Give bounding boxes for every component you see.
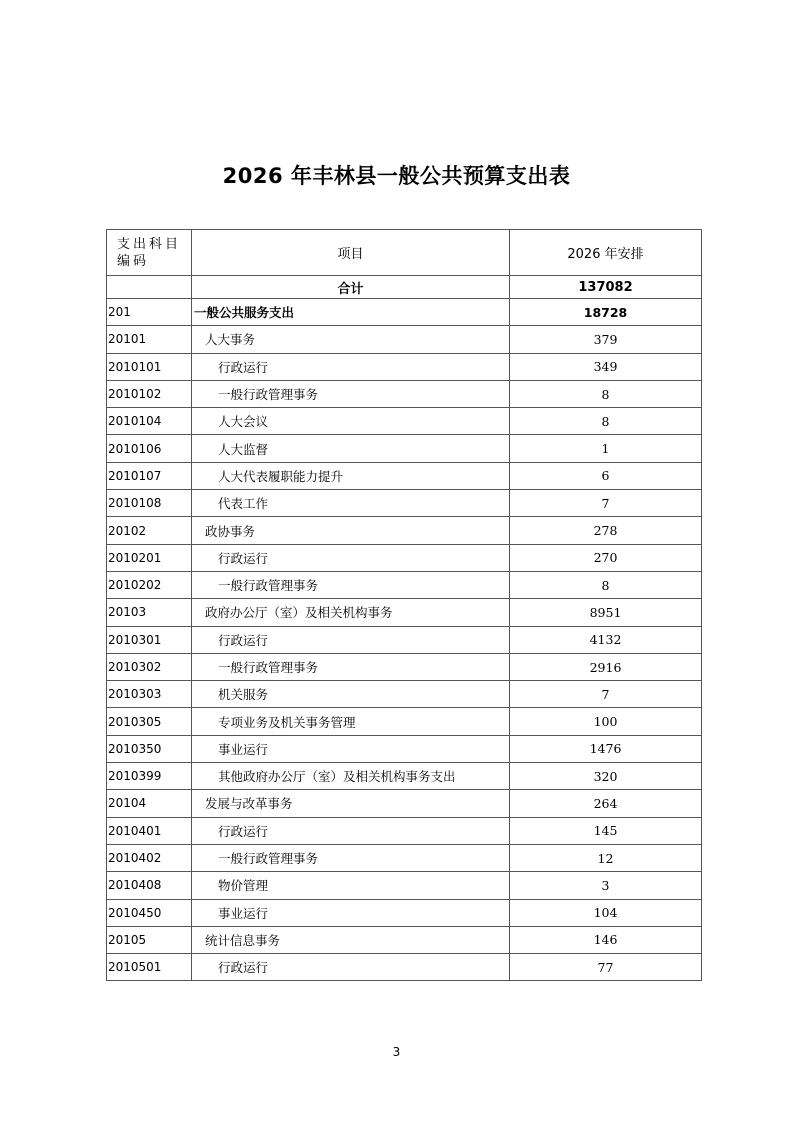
table-row — [107, 435, 702, 462]
row-amount: 1 — [510, 435, 702, 462]
row-amount: 12 — [510, 844, 702, 871]
row-code: 2010106 — [107, 435, 192, 462]
table-row — [107, 844, 702, 871]
row-name: 事业运行 — [192, 735, 510, 762]
row-code: 2010108 — [107, 490, 192, 517]
header-code-line1: 支出科目 — [117, 236, 182, 252]
table-row — [107, 899, 702, 926]
row-code: 2010305 — [107, 708, 192, 735]
table-row — [107, 817, 702, 844]
row-name: 行政运行 — [192, 626, 510, 653]
row-amount: 18728 — [510, 299, 702, 326]
row-amount: 320 — [510, 763, 702, 790]
table-row — [107, 326, 702, 353]
row-code: 2010201 — [107, 544, 192, 571]
row-name: 代表工作 — [192, 490, 510, 517]
row-name: 一般公共服务支出 — [192, 299, 510, 326]
row-amount: 2916 — [510, 653, 702, 680]
row-amount: 77 — [510, 954, 702, 981]
header-item: 项目 — [192, 230, 510, 276]
row-code: 2010501 — [107, 954, 192, 981]
row-name: 人大代表履职能力提升 — [192, 462, 510, 489]
row-code: 20104 — [107, 790, 192, 817]
row-code: 20101 — [107, 326, 192, 353]
row-code: 201 — [107, 299, 192, 326]
row-name: 一般行政管理事务 — [192, 653, 510, 680]
row-name: 政府办公厅（室）及相关机构事务 — [192, 599, 510, 626]
table-row — [107, 599, 702, 626]
table-header-row — [107, 230, 702, 276]
row-code: 2010104 — [107, 408, 192, 435]
table-row — [107, 872, 702, 899]
table-row — [107, 380, 702, 407]
row-name: 发展与改革事务 — [192, 790, 510, 817]
table-row — [107, 926, 702, 953]
row-amount: 8951 — [510, 599, 702, 626]
table-row — [107, 763, 702, 790]
budget-table-body — [107, 230, 702, 981]
row-amount: 7 — [510, 490, 702, 517]
row-name: 行政运行 — [192, 817, 510, 844]
row-code: 20105 — [107, 926, 192, 953]
row-name: 物价管理 — [192, 872, 510, 899]
row-amount: 6 — [510, 462, 702, 489]
table-row — [107, 653, 702, 680]
budget-table — [106, 229, 702, 981]
row-amount: 8 — [510, 571, 702, 598]
table-row — [107, 708, 702, 735]
table-row — [107, 299, 702, 326]
row-code: 2010399 — [107, 763, 192, 790]
row-code: 2010401 — [107, 817, 192, 844]
header-code-line2: 编码 — [117, 253, 150, 269]
row-amount: 1476 — [510, 735, 702, 762]
total-label: 合计 — [192, 276, 510, 299]
row-code: 20102 — [107, 517, 192, 544]
row-amount: 264 — [510, 790, 702, 817]
row-name: 一般行政管理事务 — [192, 571, 510, 598]
row-code: 2010202 — [107, 571, 192, 598]
row-code: 2010101 — [107, 353, 192, 380]
row-code: 2010303 — [107, 681, 192, 708]
row-amount: 145 — [510, 817, 702, 844]
row-amount: 100 — [510, 708, 702, 735]
row-code: 2010350 — [107, 735, 192, 762]
row-name: 行政运行 — [192, 353, 510, 380]
row-code: 2010402 — [107, 844, 192, 871]
row-name: 政协事务 — [192, 517, 510, 544]
table-row — [107, 626, 702, 653]
table-row — [107, 681, 702, 708]
row-code: 2010301 — [107, 626, 192, 653]
row-name: 人大事务 — [192, 326, 510, 353]
row-name: 其他政府办公厅（室）及相关机构事务支出 — [192, 763, 510, 790]
row-amount: 3 — [510, 872, 702, 899]
row-code: 2010107 — [107, 462, 192, 489]
table-row — [107, 462, 702, 489]
row-amount: 8 — [510, 408, 702, 435]
row-amount: 379 — [510, 326, 702, 353]
row-name: 机关服务 — [192, 681, 510, 708]
row-code: 2010408 — [107, 872, 192, 899]
row-amount: 146 — [510, 926, 702, 953]
row-name: 行政运行 — [192, 954, 510, 981]
row-name: 专项业务及机关事务管理 — [192, 708, 510, 735]
row-amount: 7 — [510, 681, 702, 708]
row-name: 人大会议 — [192, 408, 510, 435]
row-code: 20103 — [107, 599, 192, 626]
row-name: 一般行政管理事务 — [192, 380, 510, 407]
table-row — [107, 954, 702, 981]
table-row — [107, 490, 702, 517]
row-code: 2010450 — [107, 899, 192, 926]
table-row — [107, 544, 702, 571]
total-row — [107, 276, 702, 299]
table-row — [107, 408, 702, 435]
row-amount: 8 — [510, 380, 702, 407]
table-row — [107, 353, 702, 380]
row-code: 2010302 — [107, 653, 192, 680]
row-amount: 270 — [510, 544, 702, 571]
row-name: 事业运行 — [192, 899, 510, 926]
row-amount: 278 — [510, 517, 702, 544]
table-row — [107, 790, 702, 817]
row-name: 一般行政管理事务 — [192, 844, 510, 871]
row-name: 统计信息事务 — [192, 926, 510, 953]
row-amount: 349 — [510, 353, 702, 380]
table-row — [107, 735, 702, 762]
header-amount: 2026 年安排 — [510, 230, 702, 276]
page-title: 2026 年丰林县一般公共预算支出表 — [222, 164, 571, 188]
row-amount: 4132 — [510, 626, 702, 653]
page-number: 3 — [392, 1045, 401, 1059]
row-code: 2010102 — [107, 380, 192, 407]
total-code — [107, 276, 192, 299]
row-amount: 104 — [510, 899, 702, 926]
header-code — [107, 230, 192, 276]
table-row — [107, 571, 702, 598]
table-row — [107, 517, 702, 544]
row-name: 行政运行 — [192, 544, 510, 571]
total-value: 137082 — [510, 276, 702, 299]
row-name: 人大监督 — [192, 435, 510, 462]
